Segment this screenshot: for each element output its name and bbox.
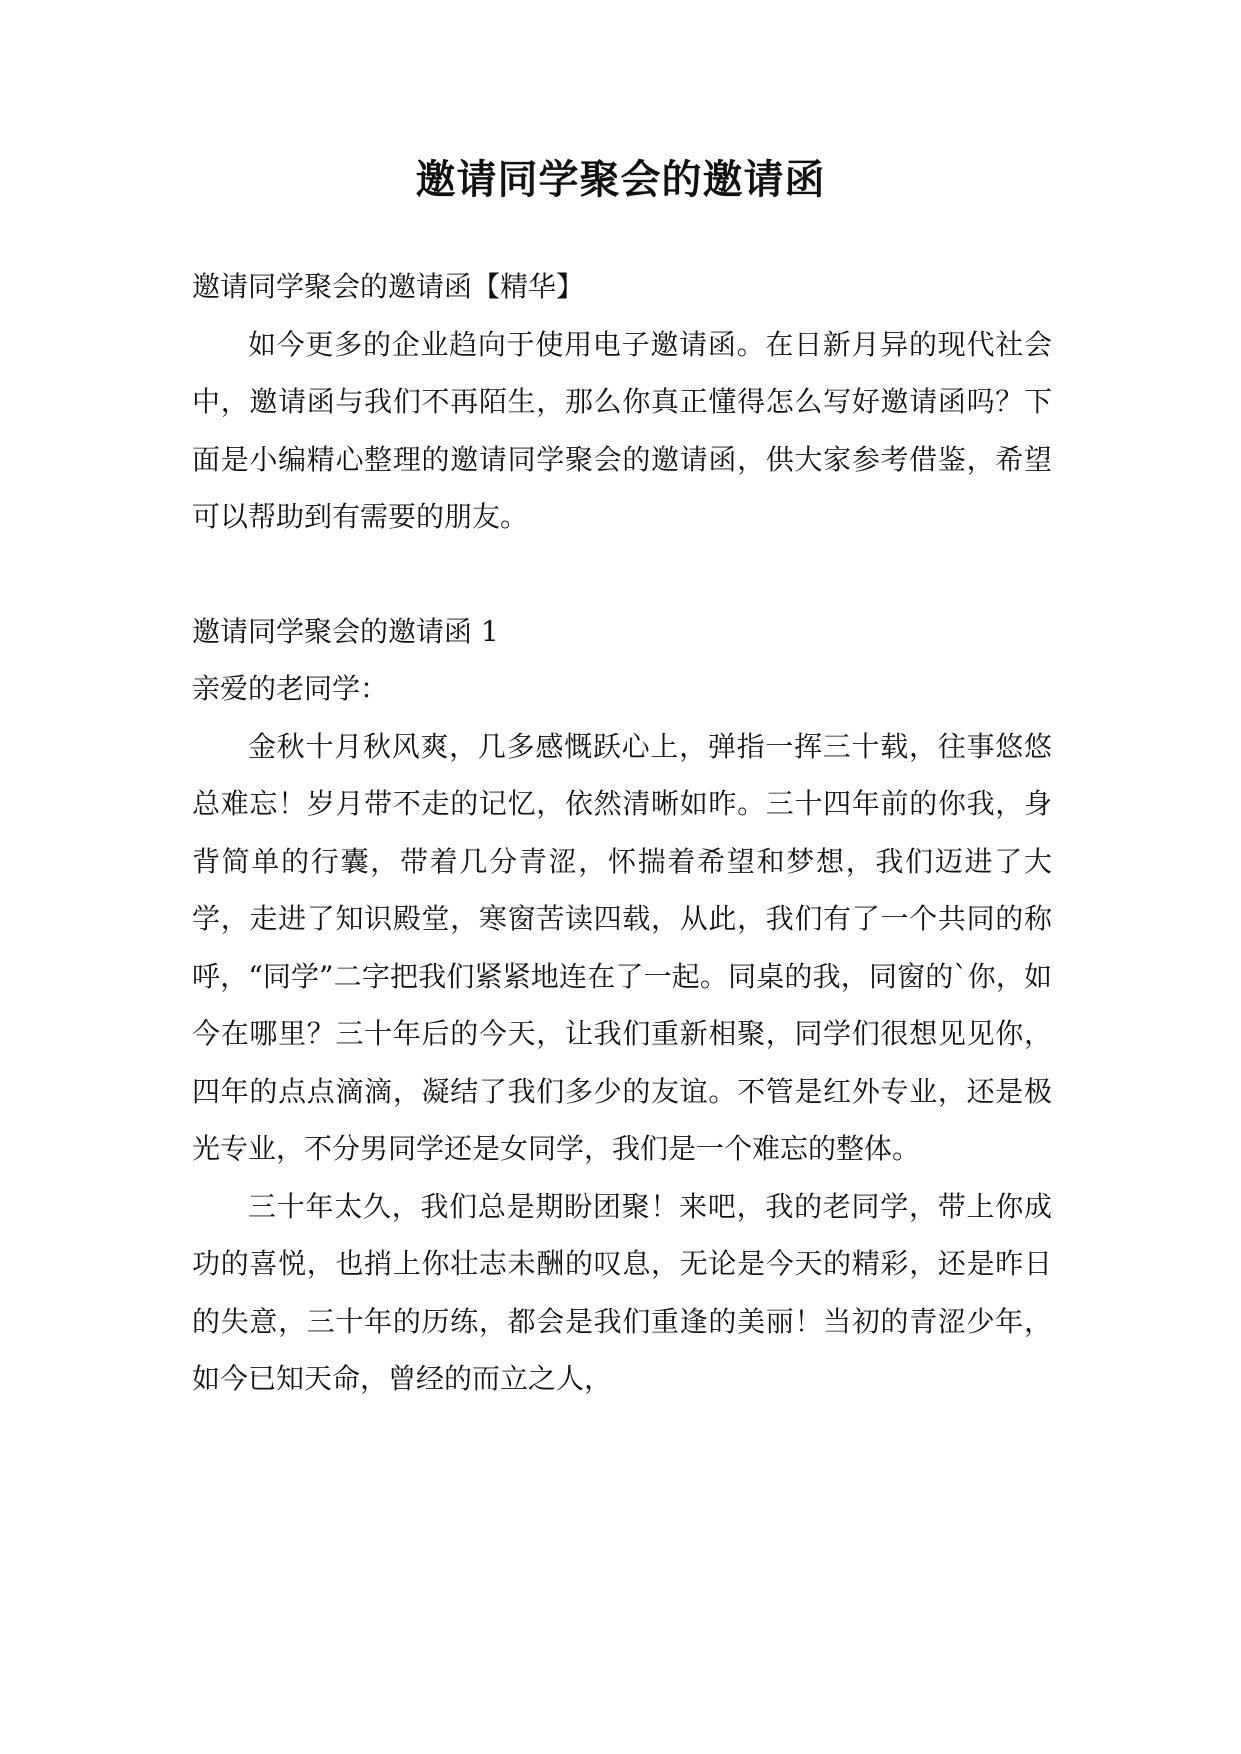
intro-paragraph: 如今更多的企业趋向于使用电子邀请函。在日新月异的现代社会中，邀请函与我们不再陌生，那么你真正懂得怎么写好邀请函吗？下面是小编精心整理的邀请同学聚会的邀请函，供大家参考借鉴，希望可以帮助到有需要的朋友。 bbox=[192, 327, 1052, 533]
salutation: 亲爱的老同学： bbox=[192, 672, 389, 705]
document-body bbox=[192, 258, 1052, 1408]
section-heading: 邀请同学聚会的邀请函 1 bbox=[192, 614, 499, 648]
body-paragraph-1: 金秋十月秋风爽，几多感慨跃心上，弹指一挥三十载，往事悠悠总难忘！岁月带不走的记忆，依然清晰如昨。三十四年前的你我，身背简单的行囊，带着几分青涩，怀揣着希望和梦想，我们迈进了大学，走进了知识殿堂，寒窗苦读四载，从此，我们有了一个共同的称呼，“同学”二字把我们紧紧地连在了一起。同桌的我，同窗的`你，如今在哪里？三十年后的今天，让我们重新相聚，同学们很想见见你，四年的点点滴滴，凝结了我们多少的友谊。不管是红外专业，还是极光专业，不分男同学还是女同学，我们是一个难忘的整体。 bbox=[192, 729, 1052, 1165]
body-paragraph-2: 三十年太久，我们总是期盼团聚！来吧，我的老同学，带上你成功的喜悦，也捎上你壮志未酬的叹息，无论是今天的精彩，还是昨日的失意，三十年的历练，都会是我们重逢的美丽！当初的青涩少年，如今已知天命，曾经的而立之人， bbox=[192, 1189, 1052, 1395]
document-subtitle: 邀请同学聚会的邀请函【精华】 bbox=[192, 270, 585, 303]
document-title: 邀请同学聚会的邀请函 bbox=[415, 156, 826, 203]
section-spacer bbox=[192, 546, 1052, 603]
